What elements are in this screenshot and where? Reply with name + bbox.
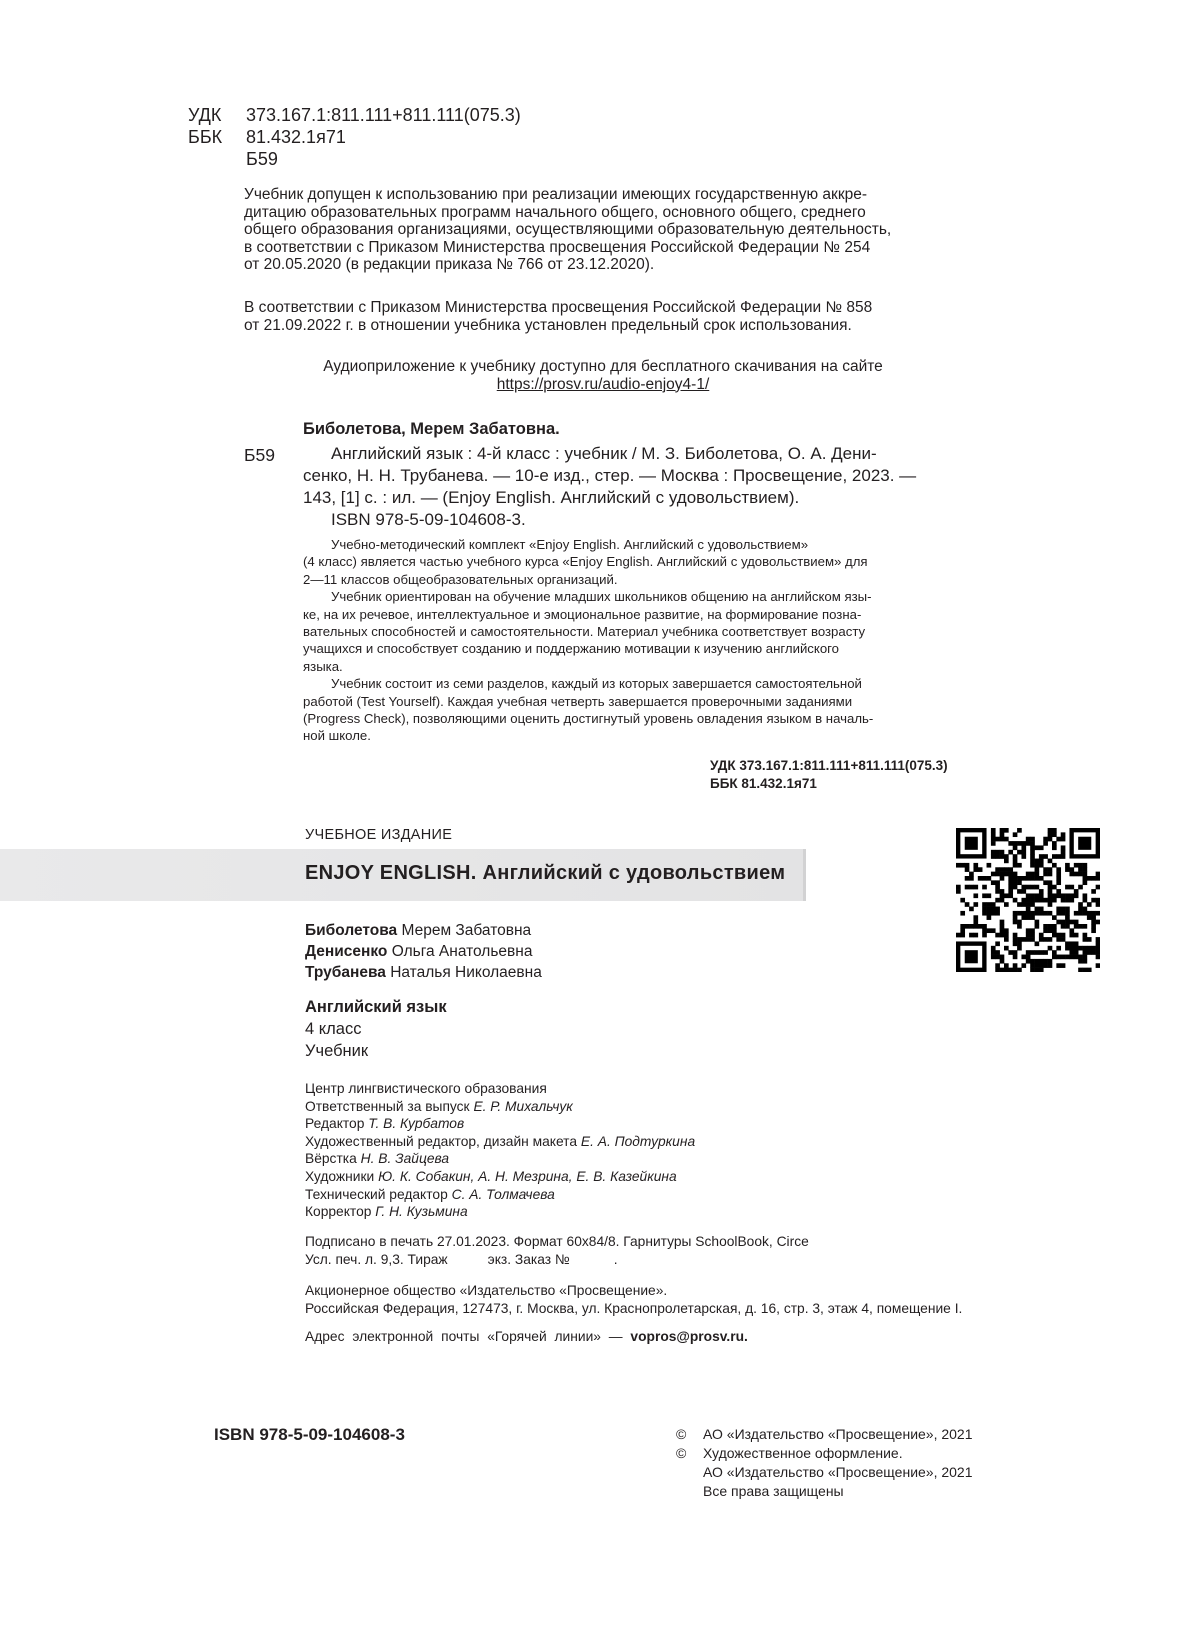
copyright-2-line: Все права защищены [703,1483,844,1499]
annotation-line: языка. [303,658,343,674]
author-name: Ольга Анатольевна [391,943,533,960]
copyright-icon: © [676,1426,687,1442]
audio-note [244,358,962,393]
staff-person: С. А. Толмачева [451,1186,555,1202]
limit-paragraph [244,299,962,334]
email-address[interactable]: vopros@prosv.ru. [630,1329,748,1344]
staff-person: Н. В. Зайцева [360,1151,450,1167]
biblio-desc-line: 143, [1] с. : ил. — (Enjoy English. Английский с удовольствием). [303,488,800,507]
edition-type: УЧЕБНОЕ ИЗДАНИЕ [305,827,453,843]
staff-list [305,1080,695,1221]
copyright-block [676,1425,973,1501]
staff-person: Е. А. Подтуркина [580,1133,696,1149]
staff-role: Ответственный за выпуск [305,1098,470,1114]
approval-line: дитацию образовательных программ начального общего, основного общего, среднего [244,203,866,221]
bbk-value: 81.432.1я71 [246,127,346,147]
staff-row [305,1115,695,1133]
staff-role: Художники [305,1168,375,1184]
annotation-line: (Progress Check), позволяющими оценить достигнутый уровень овладения языком в началь- [303,711,874,727]
print-order-label: экз. Заказ № [487,1251,570,1267]
biblio-udk: УДК 373.167.1:811.111+811.111(075.3) [710,758,948,773]
footer-isbn: ISBN 978-5-09-104608-3 [214,1425,405,1444]
edition-subject: Английский язык [305,998,447,1016]
annotation-line: ке, на их речевое, интеллектуальное и эмоциональное развитие, на формирование позна- [303,606,862,622]
author-line [305,920,542,941]
print-line-end: . [613,1251,618,1267]
print-run-label: Усл. печ. л. 9,3. Тираж [305,1251,448,1267]
approval-line: Учебник допущен к использованию при реализации имеющих государственную аккре- [244,186,868,203]
author-surname: Денисенко [305,943,388,960]
audio-text: Аудиоприложение к учебнику доступно для бесплатного скачивания на сайте [323,358,883,375]
biblio-author: Биболетова, Мерем Забатовна. [303,420,560,438]
staff-row [305,1133,695,1151]
staff-row [305,1098,695,1116]
edition-authors [305,920,542,983]
approval-line: общего образования организациями, осуществляющими образовательную деятельность, [244,221,892,239]
staff-role: Вёрстка [305,1151,357,1167]
print-line-1: Подписано в печать 27.01.2023. Формат 60x84/8. Гарнитуры SchoolBook, Circe [305,1234,809,1249]
biblio-description [303,443,962,531]
biblio-annotation [303,536,962,745]
staff-person: Ю. К. Собакин, А. Н. Мезрина, Е. В. Казейкина [378,1168,677,1184]
author-mark: Б59 [246,149,278,169]
annotation-line: работой (Test Yourself). Каждая учебная четверть завершается проверочными заданиями [303,693,853,709]
staff-role: Художественный редактор, дизайн макета [305,1133,578,1149]
staff-row [305,1186,695,1204]
copyright-2-line: АО «Издательство «Просвещение», 2021 [703,1464,973,1480]
annotation-line: ной школе. [303,728,371,744]
biblio-desc-line: сенко, Н. Н. Трубанева. — 10-е изд., стер. — Москва : Просвещение, 2023. — [303,466,917,485]
author-name: Мерем Забатовна [401,922,532,939]
copyright-2-line: Художественное оформление. [703,1445,903,1461]
staff-role: Редактор [305,1116,365,1132]
biblio-desc-line: Английский язык : 4-й класс : учебник / М. З. Биболетова, О. А. Дени- [331,444,877,463]
staff-person: Т. В. Курбатов [368,1116,465,1132]
staff-person: Е. Р. Михальчук [473,1098,573,1114]
udk-block [188,104,521,170]
annotation-line: вательных способностей и самостоятельности. Материал учебника соответствует возрасту [303,624,866,640]
udk-value: 373.167.1:811.111+811.111(075.3) [246,105,521,125]
staff-center: Центр лингвистического образования [305,1081,547,1096]
udk-label: УДК [188,105,222,125]
staff-role: Технический редактор [305,1186,448,1202]
author-line [305,941,542,962]
staff-row [305,1150,695,1168]
staff-row [305,1203,695,1221]
annotation-line: Учебно-методический комплект «Enjoy English. Английский с удовольствием» [331,537,809,552]
annotation-line: (4 класс) является частью учебного курса «Enjoy English. Английский с удовольствием» для [303,554,868,570]
publisher-email-line [305,1328,748,1346]
annotation-line: 2—11 классов общеобразовательных организаций. [303,571,618,587]
qr-code-image [956,828,1100,972]
series-title [305,862,785,885]
email-label: Адрес электронной почты «Горячей линии» — [305,1329,623,1344]
author-surname: Трубанева [305,964,386,981]
approval-paragraph [244,186,962,274]
biblio-mark: Б59 [244,445,275,465]
approval-line: от 20.05.2020 (в редакции приказа № 766 от 23.12.2020). [244,256,655,274]
approval-line: в соответствии с Приказом Министерства просвещения Российской Федерации № 254 [244,238,871,256]
series-title-rest: Английский с удовольствием [482,862,786,884]
biblio-isbn: ISBN 978-5-09-104608-3. [331,510,526,529]
staff-role: Корректор [305,1204,372,1220]
limit-line: от 21.09.2022 г. в отношении учебника установлен предельный срок использования. [244,316,852,334]
author-line [305,962,542,983]
edition-kind: Учебник [305,1042,369,1060]
bbk-label: ББК [188,127,223,147]
edition-grade: 4 класс [305,1020,362,1038]
biblio-classification [710,757,948,793]
copyright-1: АО «Издательство «Просвещение», 2021 [703,1426,973,1442]
annotation-line: Учебник состоит из семи разделов, каждый из которых завершается самостоятельной [331,676,862,692]
print-line-2 [305,1251,809,1269]
biblio-bbk: ББК 81.432.1я71 [710,776,817,791]
publisher-line-1: Акционерное общество «Издательство «Просвещение». [305,1283,668,1298]
edition-subject-block [305,996,447,1062]
publisher-line-2: Российская Федерация, 127473, г. Москва, ул. Краснопролетарская, д. 16, стр. 3, этаж 4, помещение I. [305,1300,963,1316]
print-info [305,1233,809,1268]
copyright-icon: © [676,1445,687,1461]
annotation-line: учащихся и способствует созданию и поддержанию мотивации к изучению английского [303,641,840,657]
staff-row [305,1168,695,1186]
author-name: Наталья Николаевна [390,964,542,981]
series-title-bold: ENJOY ENGLISH. [305,862,477,884]
staff-person: Г. Н. Кузьмина [375,1204,468,1220]
audio-link[interactable]: https://prosv.ru/audio-enjoy4-1/ [496,375,710,393]
annotation-line: Учебник ориентирован на обучение младших школьников общению на английском язы- [331,589,872,605]
qr-code[interactable] [956,828,1100,972]
publisher-info [305,1282,962,1317]
limit-line: В соответствии с Приказом Министерства просвещения Российской Федерации № 858 [244,299,873,316]
author-surname: Биболетова [305,922,398,939]
